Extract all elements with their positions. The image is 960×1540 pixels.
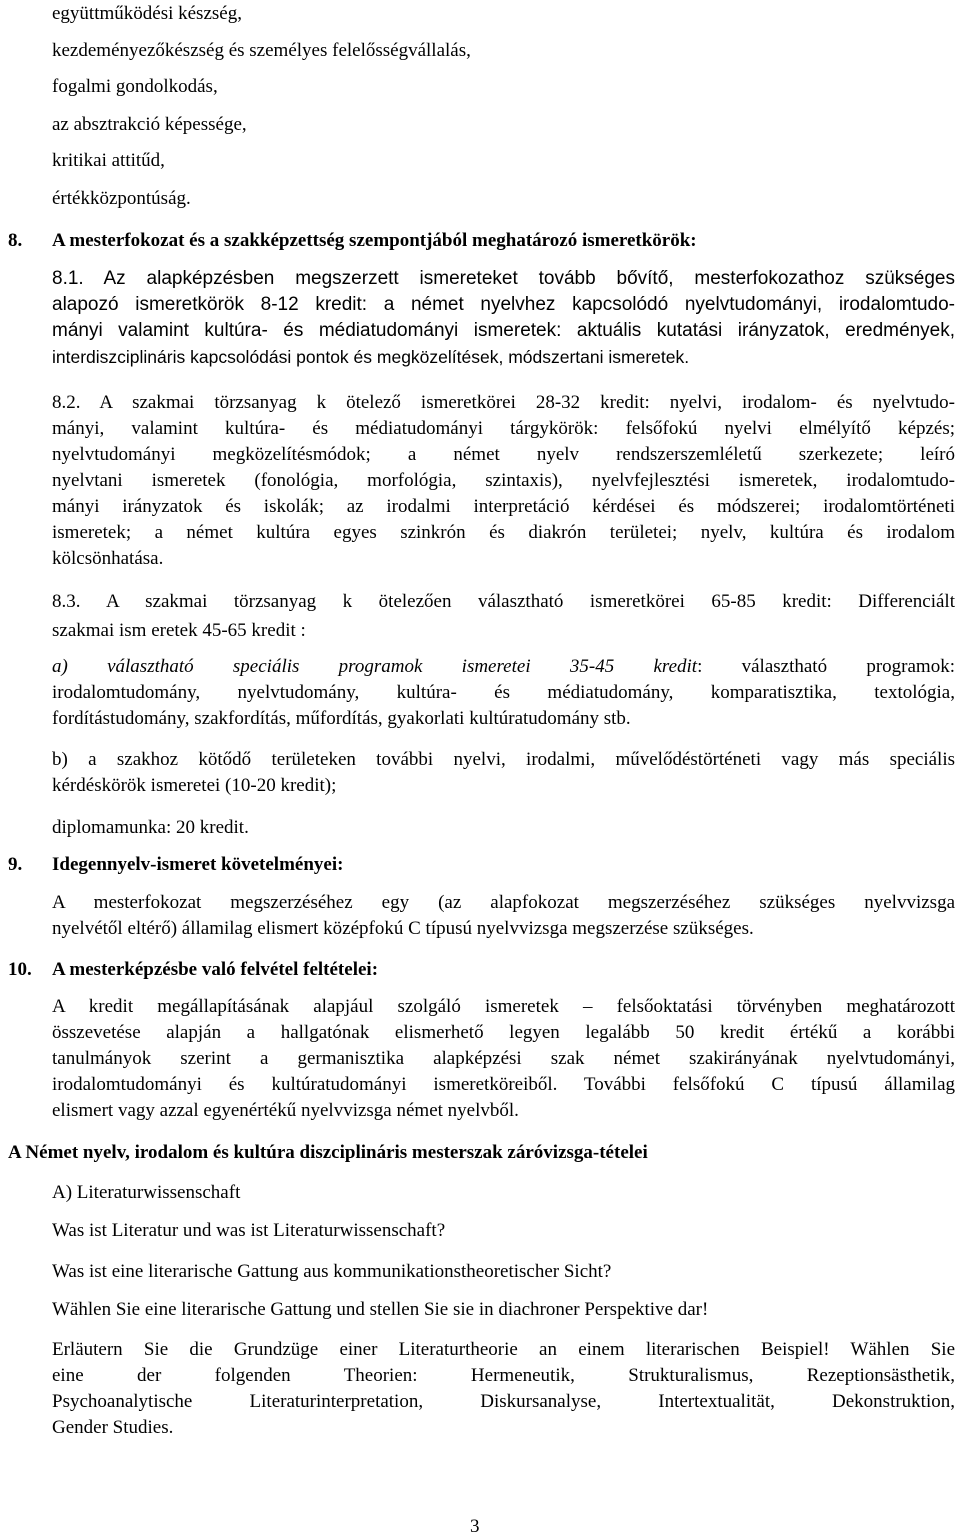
paragraph-line: A mesterfokozat megszerzéséhez egy (az alapfokozat megszerzéséhez szükséges nyelvvizsga [52, 892, 955, 913]
exam-question-line: Psychoanalytische Literaturinterpretation, Diskursanalyse, Intertextualität, Dekonstruktion, [52, 1391, 955, 1412]
section-heading: A mesterképzésbe való felvétel feltételei: [52, 959, 379, 980]
list-item: értékközpontúság. [52, 188, 191, 209]
paragraph-line: A kredit megállapításának alapjául szolgáló ismeretek – felsőoktatási törvényben meghatározott [52, 996, 955, 1017]
subsection-heading: A) Literaturwissenschaft [52, 1182, 241, 1203]
exam-title: A Német nyelv, irodalom és kultúra diszciplináris mesterszak záróvizsga-tételei [8, 1142, 648, 1163]
paragraph-line: tanulmányok szerint a germanisztika alapképzési szak német szakirányának nyelvtudományi, [52, 1048, 955, 1069]
paragraph-line: mányi, valamint kultúra- és médiatudományi tárgykörök: felsőfokú nyelvi elmélyítő képzés; [52, 418, 955, 439]
italic-phrase: a) választható speciális programok ismeretei 35-45 kredit [52, 656, 698, 677]
paragraph-line: szakmai ism eretek 45-65 kredit : [52, 620, 306, 641]
paragraph-line: ismeretek; a német kultúra egyes szinkrón és diakrón területei; nyelv, kultúra és irodalom [52, 522, 955, 543]
exam-question-line: Gender Studies. [52, 1417, 174, 1438]
section-number: 9. [8, 854, 23, 875]
paragraph-line: 8.1. Az alapképzésben megszerzett ismereteket tovább bővítő, mesterfokozathoz szükséges [52, 268, 955, 289]
paragraph-line: 8.2. A szakmai törzsanyag k ötelező ismeretkörei 28-32 kredit: nyelvi, irodalom- és nyelvtudo- [52, 392, 955, 413]
paragraph-line: nyelvtudományi megközelítésmódok; a német nyelv rendszerszemléletű szerkezete; leíró [52, 444, 955, 465]
paragraph-line: mányi irányzatok és iskolák; az irodalmi interpretáció kérdései és módszerei; irodalomtörténeti [52, 496, 955, 517]
paragraph-line: b) a szakhoz kötődő területeken további nyelvi, irodalmi, művelődéstörténeti vagy más speciális [52, 749, 955, 770]
exam-question: Was ist eine literarische Gattung aus kommunikationstheoretischer Sicht? [52, 1261, 612, 1282]
section-number: 10. [8, 959, 32, 980]
list-item: az absztrakció képessége, [52, 114, 247, 135]
list-item: együttműködési készség, [52, 3, 242, 24]
section-heading: A mesterfokozat és a szakképzettség szempontjából meghatározó ismeretkörök: [52, 230, 697, 251]
exam-question-line: eine der folgenden Theorien: Hermeneutik, Strukturalismus, Rezeptionsästhetik, [52, 1365, 955, 1386]
paragraph-line: elismert vagy azzal egyenértékű nyelvvizsga német nyelvből. [52, 1100, 519, 1121]
exam-question-line: Erläutern Sie die Grundzüge einer Literaturtheorie an einem literarischen Beispiel! Wählen Sie [52, 1339, 955, 1360]
paragraph-line: mányi valamint kultúra- és médiatudományi ismeretek: aktuális kutatási irányzatok, eredmények, [52, 320, 955, 341]
paragraph-line: diplomamunka: 20 kredit. [52, 817, 249, 838]
list-item: kezdeményezőkészség és személyes felelősségvállalás, [52, 40, 471, 61]
paragraph-line: 8.3. A szakmai törzsanyag k ötelezően választható ismeretkörei 65-85 kredit: Differenciált [52, 591, 955, 612]
list-item: kritikai attitűd, [52, 150, 165, 171]
paragraph-line: összevetése alapján a hallgatónak elismerhető legyen legalább 50 kredit értékű a korábbi [52, 1022, 955, 1043]
exam-question: Wählen Sie eine literarische Gattung und stellen Sie sie in diachroner Perspektive dar! [52, 1299, 709, 1320]
section-number: 8. [8, 230, 23, 251]
paragraph-line: irodalomtudományi és kultúratudományi ismeretköreiből. További felsőfokú C típusú államilag [52, 1074, 955, 1095]
paragraph-line: nyelvtani ismeretek (fonológia, morfológia, szintaxis), nyelvfejlesztési ismeretek, irodalomtudo- [52, 470, 955, 491]
exam-question: Was ist Literatur und was ist Literaturwissenschaft? [52, 1220, 446, 1241]
paragraph-line: alapozó ismeretkörök 8-12 kredit: a német nyelvhez kapcsolódó nyelvtudományi, irodalomtudo- [52, 294, 955, 315]
paragraph-line: nyelvétől eltérő) államilag elismert középfokú C típusú nyelvvizsga megszerzése szükséges. [52, 918, 754, 939]
paragraph-line: fordítástudomány, szakfordítás, műfordítás, gyakorlati kultúratudomány stb. [52, 708, 631, 729]
paragraph-line: kérdéskörök ismeretei (10-20 kredit); [52, 775, 337, 796]
paragraph-line: irodalomtudomány, nyelvtudomány, kultúra- és médiatudomány, komparatisztika, textológia, [52, 682, 955, 703]
section-heading: Idegennyelv-ismeret követelményei: [52, 854, 344, 875]
phrase: : választható programok: [697, 656, 955, 677]
page-number: 3 [470, 1516, 480, 1537]
paragraph-line: interdiszciplináris kapcsolódási pontok és megközelítések, módszertani ismeretek. [52, 347, 690, 367]
paragraph-line: kölcsönhatása. [52, 548, 164, 569]
list-item: fogalmi gondolkodás, [52, 76, 218, 97]
paragraph-line [52, 654, 955, 680]
